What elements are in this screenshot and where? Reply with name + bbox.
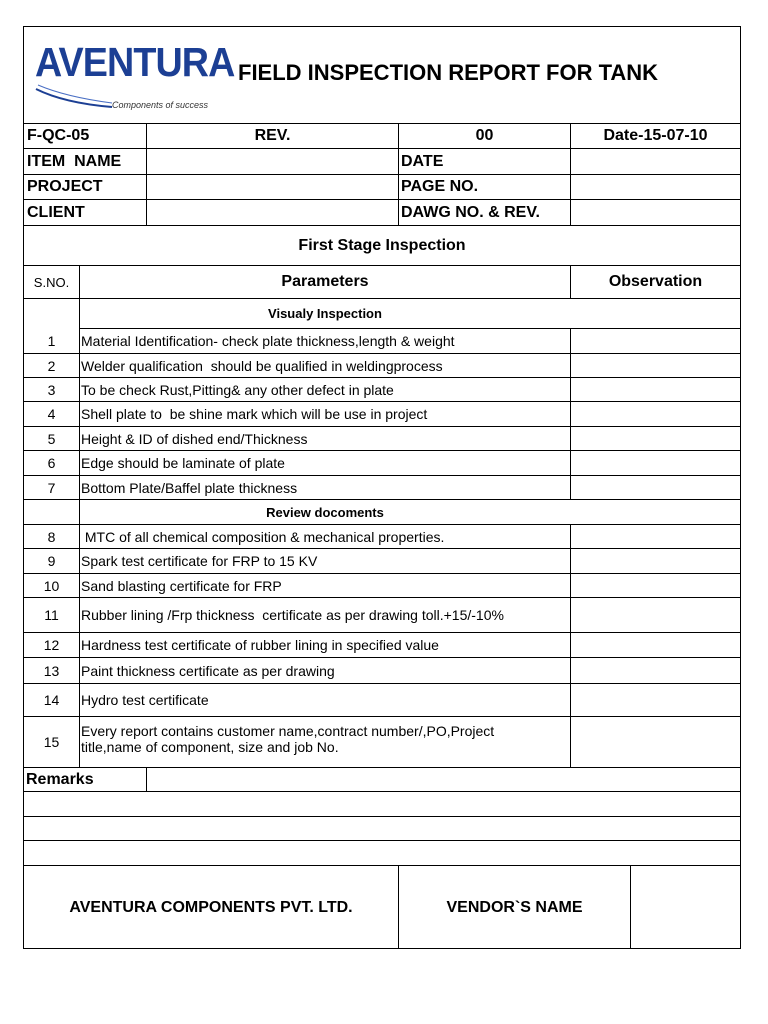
row-parameter: Edge should be laminate of plate [81,455,285,471]
row-parameter: Welder qualification should be qualified in weldingprocess [81,357,443,374]
row-parameter: Paint thickness certificate as per drawing [81,662,335,679]
inspection-form [23,26,741,949]
row-number: 15 [43,734,60,750]
item-name-field[interactable] [147,149,398,174]
row-parameter-line: title,name of component, size and job No. [81,739,339,755]
section-review-documents: Review docoments [266,504,384,520]
row-observation-field[interactable] [571,476,740,499]
rev-value: 00 [475,127,494,144]
row-observation-field[interactable] [571,717,740,767]
row-number: 7 [47,479,56,496]
row-parameter: Bottom Plate/Baffel plate thickness [81,479,298,496]
row-observation-field[interactable] [571,329,740,353]
company-signature-label: AVENTURA COMPONENTS PVT. LTD. [69,898,353,916]
stage-title: First Stage Inspection [298,236,466,254]
row-parameter: Hardness test certificate of rubber lining in specified value [81,637,439,653]
remarks-line[interactable] [24,841,740,865]
row-observation-field[interactable] [571,354,740,377]
row-observation-field[interactable] [571,402,740,426]
row-parameter: Spark test certificate for FRP to 15 KV [81,553,318,569]
item-name-label: ITEM NAME [27,152,122,170]
row-number: 9 [47,553,56,569]
row-observation-field[interactable] [571,633,740,657]
row-number: 12 [43,637,60,653]
project-label: PROJECT [27,178,103,195]
row-parameter: MTC of all chemical composition & mechanical properties. [81,528,445,545]
row-observation-field[interactable] [571,427,740,450]
row-observation-field[interactable] [571,378,740,401]
project-field[interactable] [147,175,398,199]
col-header-parameters: Parameters [281,273,369,290]
doc-date: Date-15-07-10 [603,127,708,144]
row-number: 2 [47,357,56,374]
dawg-field[interactable] [571,200,740,225]
row-observation-field[interactable] [571,574,740,597]
row-number: 13 [43,662,60,679]
row-parameter: Material Identification- check plate thickness,length & weight [81,333,455,349]
client-field[interactable] [147,200,398,225]
row-parameter: Rubber lining /Frp thickness certificate as per drawing toll.+15/-10% [81,607,504,623]
row-observation-field[interactable] [571,525,740,548]
row-number: 14 [43,692,60,708]
vendor-name-label: VENDOR`S NAME [446,898,583,916]
row-parameter: Shell plate to be shine mark which will be use in project [81,406,428,422]
row-number: 3 [47,381,56,398]
remarks-field[interactable] [147,768,740,791]
company-logo [24,27,235,123]
row-parameter-line: Every report contains customer name,contract number/,PO,Project [81,723,495,739]
row-number: 10 [43,577,60,594]
row-observation-field[interactable] [571,451,740,475]
row-number: 4 [47,406,56,422]
row-number: 1 [47,333,56,349]
remarks-label: Remarks [26,770,94,788]
logo-tagline: Components of success [112,100,209,110]
rev-label: REV. [254,127,291,144]
row-parameter: Sand blasting certificate for FRP [81,577,282,594]
date-field[interactable] [571,149,740,174]
row-parameter [81,723,570,763]
col-header-sno: S.NO. [33,274,70,290]
remarks-line[interactable] [24,792,740,816]
dawg-label: DAWG NO. & REV. [401,203,540,221]
row-number: 8 [47,528,56,545]
doc-number: F-QC-05 [27,127,90,144]
row-observation-field[interactable] [571,549,740,573]
client-label: CLIENT [27,203,85,221]
page-no-field[interactable] [571,175,740,199]
row-observation-field[interactable] [571,598,740,632]
logo-brand: AVENTURA [35,39,235,85]
row-parameter: Height & ID of dished end/Thickness [81,430,308,447]
page-no-label: PAGE NO. [401,178,479,195]
report-title: FIELD INSPECTION REPORT FOR TANK [238,60,659,85]
vendor-signature-field[interactable] [631,866,740,949]
col-header-observation: Observation [608,273,703,290]
row-parameter: Hydro test certificate [81,692,209,708]
row-number: 11 [44,607,59,623]
section-visual-inspection: Visualy Inspection [268,306,382,321]
row-observation-field[interactable] [571,684,740,716]
date-label: DATE [401,152,444,170]
logo-swoosh-icon [34,83,114,111]
row-number: 6 [47,455,56,471]
row-parameter: To be check Rust,Pitting& any other defect in plate [81,381,394,398]
row-number: 5 [47,430,56,447]
row-observation-field[interactable] [571,658,740,683]
remarks-line[interactable] [24,817,740,840]
